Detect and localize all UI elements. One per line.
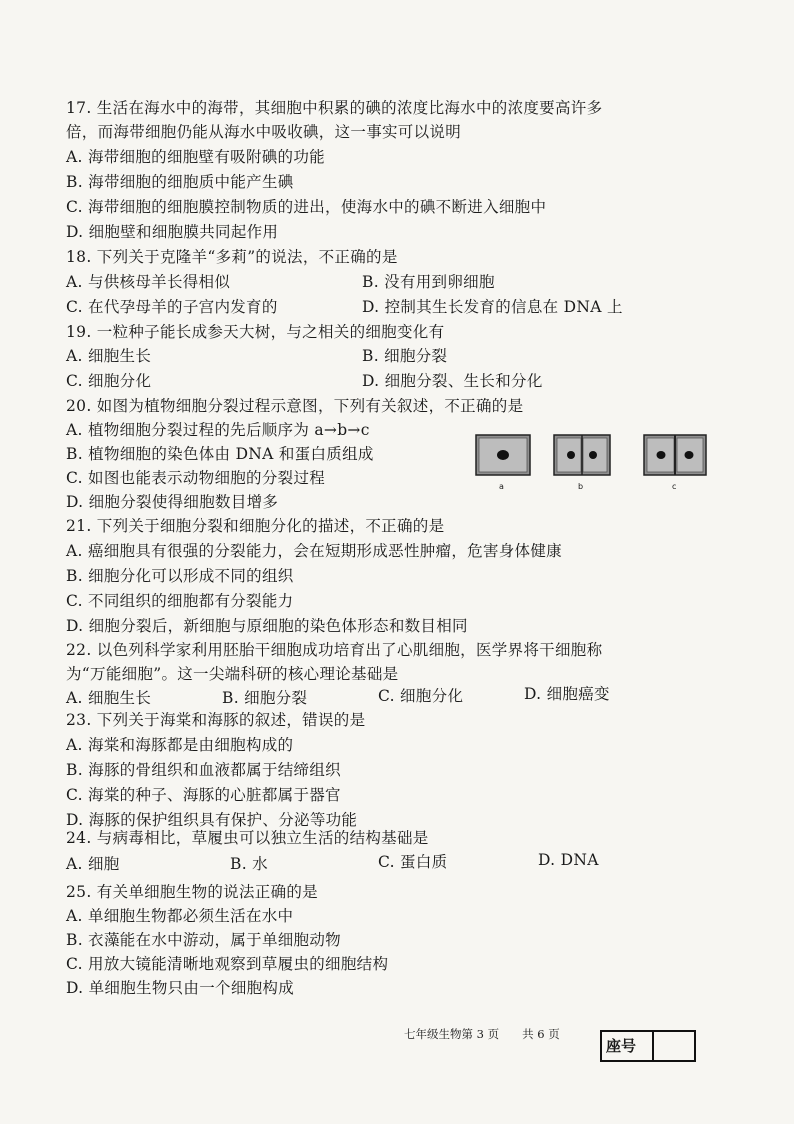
q24-stem: 24. 与病毒相比，草履虫可以独立生活的结构基础是	[66, 829, 429, 847]
seat-box-divider	[652, 1032, 654, 1060]
q24-option-b: B. 水	[230, 855, 268, 873]
q25-option-a: A. 单细胞生物都必须生活在水中	[66, 907, 294, 925]
q20-option-b: B. 植物细胞的染色体由 DNA 和蛋白质组成	[66, 445, 374, 463]
page-footer: 七年级生物第 3 页 共 6 页	[404, 1027, 560, 1041]
cell-label-c: c	[672, 482, 677, 491]
q22-stem-line2: 为“万能细胞”。这一尖端科研的核心理论基础是	[66, 665, 399, 683]
q18-stem: 18. 下列关于克隆羊“多莉”的说法，不正确的是	[66, 248, 398, 266]
q19-option-c: C. 细胞分化	[66, 372, 152, 390]
cell-b	[554, 435, 610, 475]
q20-option-d: D. 细胞分裂使得细胞数目增多	[66, 493, 279, 511]
seat-number-box	[600, 1030, 696, 1062]
cell-division-diagram	[468, 432, 718, 492]
q21-stem: 21. 下列关于细胞分裂和细胞分化的描述，不正确的是	[66, 517, 445, 535]
q17-option-b: B. 海带细胞的细胞质中能产生碘	[66, 173, 294, 191]
q22-option-d: D. 细胞癌变	[524, 685, 610, 703]
cell-c	[644, 435, 706, 475]
q24-option-c: C. 蛋白质	[378, 853, 448, 871]
cell-label-a: a	[499, 482, 504, 491]
q23-option-b: B. 海豚的骨组织和血液都属于结缔组织	[66, 761, 341, 779]
q23-stem: 23. 下列关于海棠和海豚的叙述，错误的是	[66, 711, 366, 729]
q20-option-a: A. 植物细胞分裂过程的先后顺序为 a→b→c	[66, 421, 370, 439]
q18-option-a: A. 与供核母羊长得相似	[66, 273, 231, 291]
q17-option-c: C. 海带细胞的细胞膜控制物质的进出，使海水中的碘不断进入细胞中	[66, 198, 547, 216]
q23-option-a: A. 海棠和海豚都是由细胞构成的	[66, 736, 294, 754]
q22-option-b: B. 细胞分裂	[222, 689, 308, 707]
q21-option-b: B. 细胞分化可以形成不同的组织	[66, 567, 294, 585]
q25-option-b: B. 衣藻能在水中游动，属于单细胞动物	[66, 931, 341, 949]
q23-option-d: D. 海豚的保护组织具有保护、分泌等功能	[66, 811, 358, 829]
q19-option-b: B. 细胞分裂	[362, 347, 448, 365]
seat-number-label: 座号	[606, 1037, 637, 1055]
q17-stem-line1: 17. 生活在海水中的海带，其细胞中积累的碘的浓度比海水中的浓度要高许多	[66, 99, 603, 117]
q19-option-a: A. 细胞生长	[66, 347, 152, 365]
q20-option-c: C. 如图也能表示动物细胞的分裂过程	[66, 469, 326, 487]
q21-option-c: C. 不同组织的细胞都有分裂能力	[66, 592, 294, 610]
q25-stem: 25. 有关单细胞生物的说法正确的是	[66, 883, 318, 901]
q22-stem-line1: 22. 以色列科学家利用胚胎干细胞成功培育出了心肌细胞，医学界将干细胞称	[66, 641, 603, 659]
q19-option-d: D. 细胞分裂、生长和分化	[362, 372, 543, 390]
q18-option-d: D. 控制其生长发育的信息在 DNA 上	[362, 298, 623, 316]
q17-stem-line2: 倍，而海带细胞仍能从海水中吸收碘，这一事实可以说明	[66, 123, 462, 141]
q19-stem: 19. 一粒种子能长成参天大树，与之相关的细胞变化有	[66, 323, 445, 341]
q24-option-d: D. DNA	[538, 851, 599, 869]
q20-stem: 20. 如图为植物细胞分裂过程示意图，下列有关叙述，不正确的是	[66, 397, 524, 415]
q25-option-c: C. 用放大镜能清晰地观察到草履虫的细胞结构	[66, 955, 389, 973]
q18-option-c: C. 在代孕母羊的子宫内发育的	[66, 298, 278, 316]
q18-option-b: B. 没有用到卵细胞	[362, 273, 495, 291]
q22-option-c: C. 细胞分化	[378, 687, 464, 705]
q22-option-a: A. 细胞生长	[66, 689, 152, 707]
q23-option-c: C. 海棠的种子、海豚的心脏都属于器官	[66, 786, 341, 804]
q24-option-a: A. 细胞	[66, 855, 120, 873]
q21-option-a: A. 癌细胞具有很强的分裂能力，会在短期形成恶性肿瘤，危害身体健康	[66, 542, 562, 560]
q21-option-d: D. 细胞分裂后，新细胞与原细胞的染色体形态和数目相同	[66, 617, 468, 635]
cell-label-b: b	[578, 482, 584, 491]
cell-a	[476, 435, 530, 475]
q17-option-d: D. 细胞壁和细胞膜共同起作用	[66, 223, 279, 241]
q17-option-a: A. 海带细胞的细胞壁有吸附碘的功能	[66, 148, 325, 166]
q25-option-d: D. 单细胞生物只由一个细胞构成	[66, 979, 295, 997]
cell-division-figure	[468, 432, 718, 492]
